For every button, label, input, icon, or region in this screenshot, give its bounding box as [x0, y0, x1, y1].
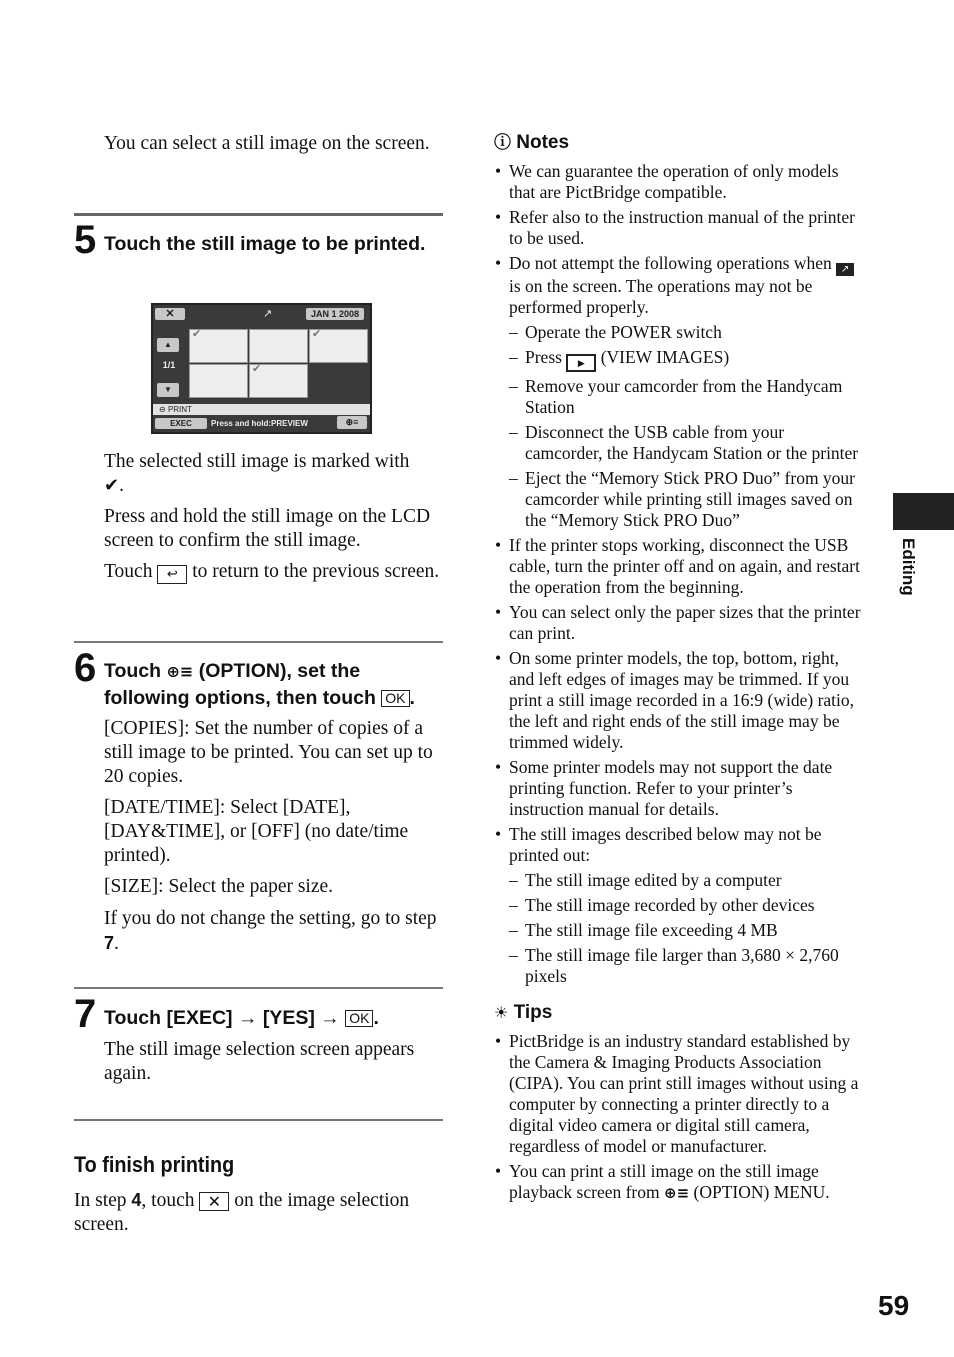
- step-6-heading-b: (OPTION), set the following options, then touch: [104, 660, 376, 709]
- list-item: – Operate the POWER switch: [494, 322, 864, 343]
- option-button[interactable]: ⊕≡: [337, 416, 367, 429]
- note-d2-b: (VIEW IMAGES): [600, 347, 730, 367]
- size-text: [SIZE]: Select the paper size.: [104, 876, 334, 897]
- list-item: – The still image recorded by other devices: [494, 895, 864, 916]
- step-6-number: 6: [74, 646, 97, 690]
- lcd-screen-illustration: [151, 303, 372, 434]
- lcd-hint: Press and hold:PREVIEW: [211, 419, 308, 428]
- note-d2-a: Press: [525, 347, 562, 367]
- intro-text: You can select a still image on the screen.: [104, 133, 430, 154]
- return-text-b: to return to the previous screen.: [192, 561, 440, 582]
- close-x-icon: ✕: [199, 1192, 229, 1211]
- list-item: • We can guarantee the operation of only models that are PictBridge compatible.: [494, 161, 864, 203]
- option-icon: ⊕≡: [166, 662, 194, 681]
- notes-section: [494, 131, 864, 1208]
- divider: [74, 213, 443, 216]
- tips-heading: [494, 1001, 864, 1025]
- side-tab: [893, 493, 954, 530]
- finish-a: In step: [74, 1190, 127, 1211]
- step-5-selected-text: The selected still image is marked with ✔.: [104, 451, 410, 496]
- selected-text: The selected still image is marked with: [104, 451, 410, 472]
- scroll-up-button[interactable]: ▲: [157, 338, 179, 352]
- list-item: • PictBridge is an industry standard established by the Camera & Imaging Products Association (CIPA). You can print still images without using a computer by connecting a printer directly to a digital video camera or digital still camera, regardless of model or manufacturer.: [494, 1031, 864, 1157]
- notes-heading: [494, 131, 864, 155]
- list-item: • Refer also to the instruction manual of the printer to be used.: [494, 207, 864, 249]
- step-5-return-text: [104, 560, 444, 584]
- tip-2-b: (OPTION) MENU.: [693, 1182, 830, 1202]
- thumbnail[interactable]: [189, 329, 248, 363]
- list-item: – Eject the “Memory Stick PRO Duo” from your camcorder while printing still images saved on the “Memory Stick PRO Duo”: [494, 468, 864, 531]
- tip-2-a: You can print a still image on the still image playback screen from: [509, 1161, 819, 1202]
- ok-icon: OK: [345, 1010, 373, 1027]
- step-5-heading: Touch the still image to be printed.: [104, 233, 426, 255]
- divider: [74, 1119, 443, 1121]
- no-change-a: If you do not change the setting, go to step: [104, 908, 437, 929]
- step-ref: 7: [104, 933, 115, 953]
- pictbridge-icon: ↗: [836, 263, 854, 276]
- list-item: • Some printer models may not support the date printing function. Refer to your printer’s instruction manual for details.: [494, 757, 864, 820]
- exec-button[interactable]: EXEC: [155, 418, 207, 429]
- check-mark-icon: ✔: [192, 328, 202, 340]
- divider: [74, 987, 443, 989]
- tips-title: Tips: [513, 1002, 553, 1023]
- divider: [74, 641, 443, 643]
- step-7-number: 7: [74, 992, 97, 1036]
- check-mark-icon: ✔: [312, 328, 322, 340]
- copies-text: [COPIES]: Set the number of copies of a still image to be printed. You can set up to 20 copies.: [104, 718, 433, 787]
- print-bar: ⊖ PRINT: [153, 404, 370, 415]
- list-item: – Disconnect the USB cable from your camcorder, the Handycam Station or the printer: [494, 422, 864, 464]
- list-item: • The still images described below may not be printed out:: [494, 824, 864, 866]
- step-6-heading: Touch ⊕≡ (OPTION), set the following options, then touch OK .: [104, 660, 415, 709]
- list-item: • You can select only the paper sizes that the printer can print.: [494, 602, 864, 644]
- no-change-text: If you do not change the setting, go to step 7.: [104, 908, 437, 954]
- return-icon: ↩: [157, 565, 187, 584]
- pictbridge-icon: ↗: [263, 308, 273, 320]
- scroll-down-button[interactable]: ▼: [157, 383, 179, 397]
- note-b3-a: Do not attempt the following operations when: [509, 253, 832, 273]
- step-7-heading: Touch [EXEC] → [YES] → OK .: [104, 1007, 379, 1029]
- thumbnail[interactable]: [189, 364, 248, 398]
- print-label: PRINT: [167, 405, 192, 414]
- thumbnail[interactable]: [249, 329, 308, 363]
- view-images-icon: ▶: [566, 354, 596, 372]
- tips-bulb-icon: ☀: [494, 1003, 509, 1022]
- close-x-icon[interactable]: ✕: [155, 308, 185, 320]
- step-7-heading-text: Touch [EXEC] → [YES] →: [104, 1007, 340, 1029]
- ok-icon: OK: [381, 690, 409, 707]
- page-number: 59: [878, 1290, 910, 1321]
- notes-icon: ⓘ: [494, 133, 511, 153]
- step-7-text: The still image selection screen appears again.: [104, 1039, 415, 1084]
- side-label: Editing: [899, 538, 918, 596]
- notes-title: Notes: [516, 132, 570, 153]
- date-time-text: [DATE/TIME]: Select [DATE], [DAY&TIME], or [OFF] (no date/time printed).: [104, 797, 409, 866]
- step-ref: 4: [131, 1190, 142, 1210]
- lcd-counter: 1/1: [162, 360, 176, 370]
- step-6-heading-a: Touch: [104, 660, 162, 682]
- return-text-a: Touch: [104, 561, 153, 582]
- step-5-number: 5: [74, 218, 97, 262]
- list-item: – The still image file larger than 3,680 × 2,760 pixels: [494, 945, 864, 987]
- thumbnail[interactable]: [249, 364, 308, 398]
- finish-c: , touch: [141, 1190, 195, 1211]
- note-b3-b: is on the screen. The operations may not be performed properly.: [509, 276, 813, 317]
- finish-printing-text: [74, 1188, 446, 1237]
- list-item: • If the printer stops working, disconnect the USB cable, turn the printer off and on again, and restart the operation from the beginning.: [494, 535, 864, 598]
- list-item: – The still image file exceeding 4 MB: [494, 920, 864, 941]
- finish-d: on the image selection screen.: [74, 1190, 410, 1235]
- thumbnail[interactable]: [309, 329, 368, 363]
- option-icon: ⊕≡: [664, 1184, 690, 1202]
- list-item: [494, 253, 864, 318]
- lcd-date: JAN 1 2008: [306, 308, 364, 320]
- step-5-press-hold-text: Press and hold the still image on the LCD screen to confirm the still image.: [104, 506, 431, 551]
- finish-printing-title: To finish printing: [74, 1152, 235, 1177]
- list-item: – The still image edited by a computer: [494, 870, 864, 891]
- check-mark-icon: ✔: [252, 363, 262, 375]
- list-item: [494, 1161, 864, 1204]
- list-item: – Remove your camcorder from the Handycam Station: [494, 376, 864, 418]
- list-item: [494, 347, 864, 372]
- check-mark-icon: ✔: [104, 475, 120, 496]
- list-item: • On some printer models, the top, bottom, right, and left edges of images may be trimmed. If you print a still image recorded in a 16:9 (wide) ratio, the left and right ends of the still image may be trimmed widely.: [494, 648, 864, 753]
